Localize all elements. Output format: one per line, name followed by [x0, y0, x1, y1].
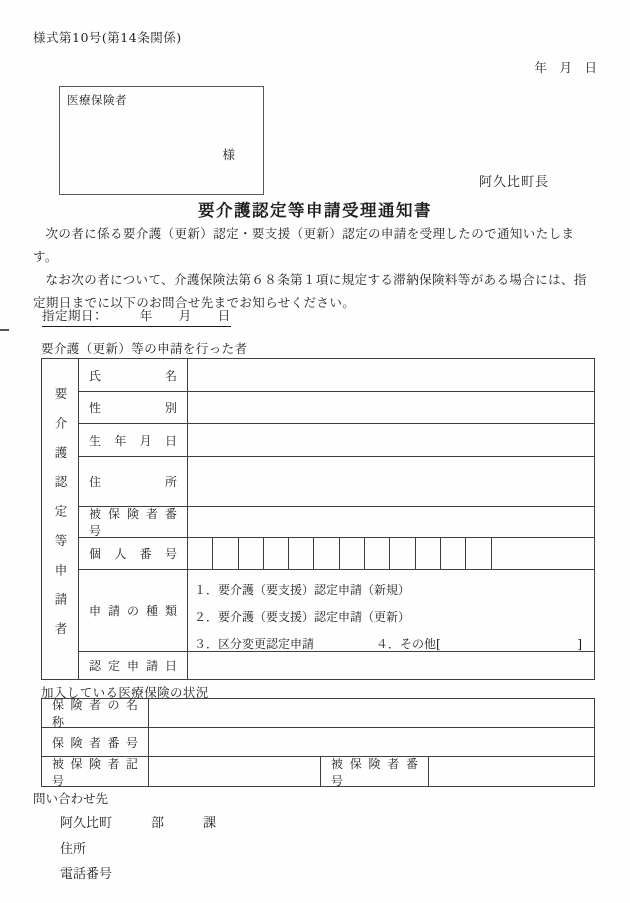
- applicant-side-label: 要介護認定等申請者: [53, 386, 68, 652]
- personal-number-extra-cell: [492, 538, 594, 569]
- personal-number-box: [390, 538, 415, 569]
- table-row-application-type: [79, 570, 594, 652]
- address-value-cell: [188, 457, 594, 506]
- insured-number-value-cell: [188, 507, 594, 537]
- application-type-option-4: ４．その他[: [376, 637, 441, 651]
- insurer-number-label-cell: [42, 728, 149, 756]
- name-value-cell: [188, 359, 594, 391]
- insured-symbol-label-cell: [42, 757, 149, 786]
- birthdate-label: 生 年 月 日: [89, 433, 177, 448]
- application-type-option-3: ３．区分変更認定申請: [194, 637, 315, 651]
- insurer-name-label-cell: [42, 699, 149, 727]
- application-type-option-1: １．要介護（要支援）認定申請（新規）: [194, 583, 411, 597]
- insured-number-label: 被 保 険 者 番 号: [89, 507, 177, 538]
- personal-number-label-cell: [79, 538, 188, 569]
- personal-number-box: [188, 538, 213, 569]
- form-number: 様式第10号(第14条関係): [33, 30, 182, 45]
- insurer-number-label: 保 険 者 番 号: [52, 735, 138, 750]
- personal-number-value-cell: [188, 538, 594, 569]
- application-type-option-4-close-bracket: ]: [577, 637, 582, 651]
- insurer-box-label: 医療保険者: [67, 93, 127, 107]
- table-row-insured-symbol-number: [42, 757, 594, 786]
- table-row-address: [79, 457, 594, 507]
- table-row-application-date: [79, 652, 594, 679]
- personal-number-label: 個 人 番 号: [89, 547, 177, 561]
- insurer-address-box: [59, 86, 264, 195]
- personal-number-boxes: [188, 538, 594, 569]
- contact-phone-label: 電話番号: [60, 867, 113, 882]
- contact-address-label: 住所: [60, 842, 87, 857]
- name-label: 氏 名: [89, 368, 177, 383]
- insurer-name-value-cell: [149, 699, 594, 727]
- insured-number2-value-cell: [429, 757, 594, 786]
- name-label-cell: [79, 359, 188, 391]
- personal-number-box: [340, 538, 365, 569]
- personal-number-box: [466, 538, 491, 569]
- personal-number-box: [365, 538, 390, 569]
- table-row-sex: [79, 392, 594, 424]
- application-type-options: [188, 570, 594, 651]
- application-date-value-cell: [188, 652, 594, 679]
- personal-number-box: [239, 538, 264, 569]
- document-title: 要介護認定等申請受理通知書: [198, 201, 432, 220]
- insurer-name-label: 保 険 者 の 名 称: [52, 698, 138, 729]
- insured-number-label-cell: [79, 507, 188, 537]
- insured-number2-label: 被 保 険 者 番 号: [331, 756, 418, 788]
- insured-symbol-value-cell: [149, 757, 321, 786]
- applicant-side-column: [42, 359, 79, 679]
- designated-date-line: 指定期日： 年 月 日: [42, 306, 231, 327]
- mayor-signature: 阿久比町長: [479, 175, 550, 190]
- honorific-sama: 様: [222, 147, 235, 162]
- table-row-birthdate: [79, 424, 594, 457]
- table-row-insured-number: [79, 507, 594, 538]
- application-date-label-cell: [79, 652, 188, 679]
- application-type-label-cell: [79, 570, 188, 651]
- personal-number-box: [314, 538, 339, 569]
- application-type-option-2: ２．要介護（要支援）認定申請（更新）: [194, 610, 411, 624]
- table-row-insurer-number: [42, 728, 594, 757]
- table-row-insurer-name: [42, 699, 594, 728]
- insured-number2-label-cell: [321, 757, 429, 786]
- sex-value-cell: [188, 392, 594, 423]
- notice-paragraph-1: 次の者に係る要介護（更新）認定・要支援（更新）認定の申請を受理したので通知いたします。: [33, 226, 575, 264]
- sex-label: 性 別: [89, 401, 177, 415]
- insured-symbol-label: 被 保 険 者 記 号: [52, 756, 138, 788]
- table-row-name: [79, 359, 594, 392]
- date-line: 年 月 日: [534, 60, 597, 75]
- personal-number-box: [441, 538, 466, 569]
- sex-label-cell: [79, 392, 188, 423]
- application-date-label: 認 定 申 請 日: [89, 659, 177, 673]
- notice-body: [33, 222, 597, 314]
- applicant-table: [41, 358, 595, 680]
- address-label-cell: [79, 457, 188, 506]
- insurer-number-value-cell: [149, 728, 594, 756]
- personal-number-box: [213, 538, 238, 569]
- insurance-table-caption: 加入している医療保険の状況: [41, 685, 209, 700]
- personal-number-box: [416, 538, 441, 569]
- notice-paragraph-2: なお次の者について、介護保険法第６８条第１項に規定する滞納保険料等がある場合には、指定期日までに以下のお問合せ先までお知らせください。: [33, 272, 587, 310]
- contact-office-line: 阿久比町 部 課: [60, 816, 217, 831]
- birthdate-label-cell: [79, 424, 188, 456]
- applicant-rows: [79, 359, 594, 679]
- personal-number-box: [264, 538, 289, 569]
- applicant-table-caption: 要介護（更新）等の申請を行った者: [41, 341, 248, 356]
- contact-heading: 問い合わせ先: [33, 791, 109, 806]
- birthdate-value-cell: [188, 424, 594, 456]
- application-type-label: 申 請 の 種 類: [89, 604, 177, 618]
- page-fold-mark: [0, 329, 9, 331]
- personal-number-box: [289, 538, 314, 569]
- table-row-personal-number: [79, 538, 594, 570]
- insurance-table: [41, 698, 595, 787]
- address-label: 住 所: [89, 475, 177, 489]
